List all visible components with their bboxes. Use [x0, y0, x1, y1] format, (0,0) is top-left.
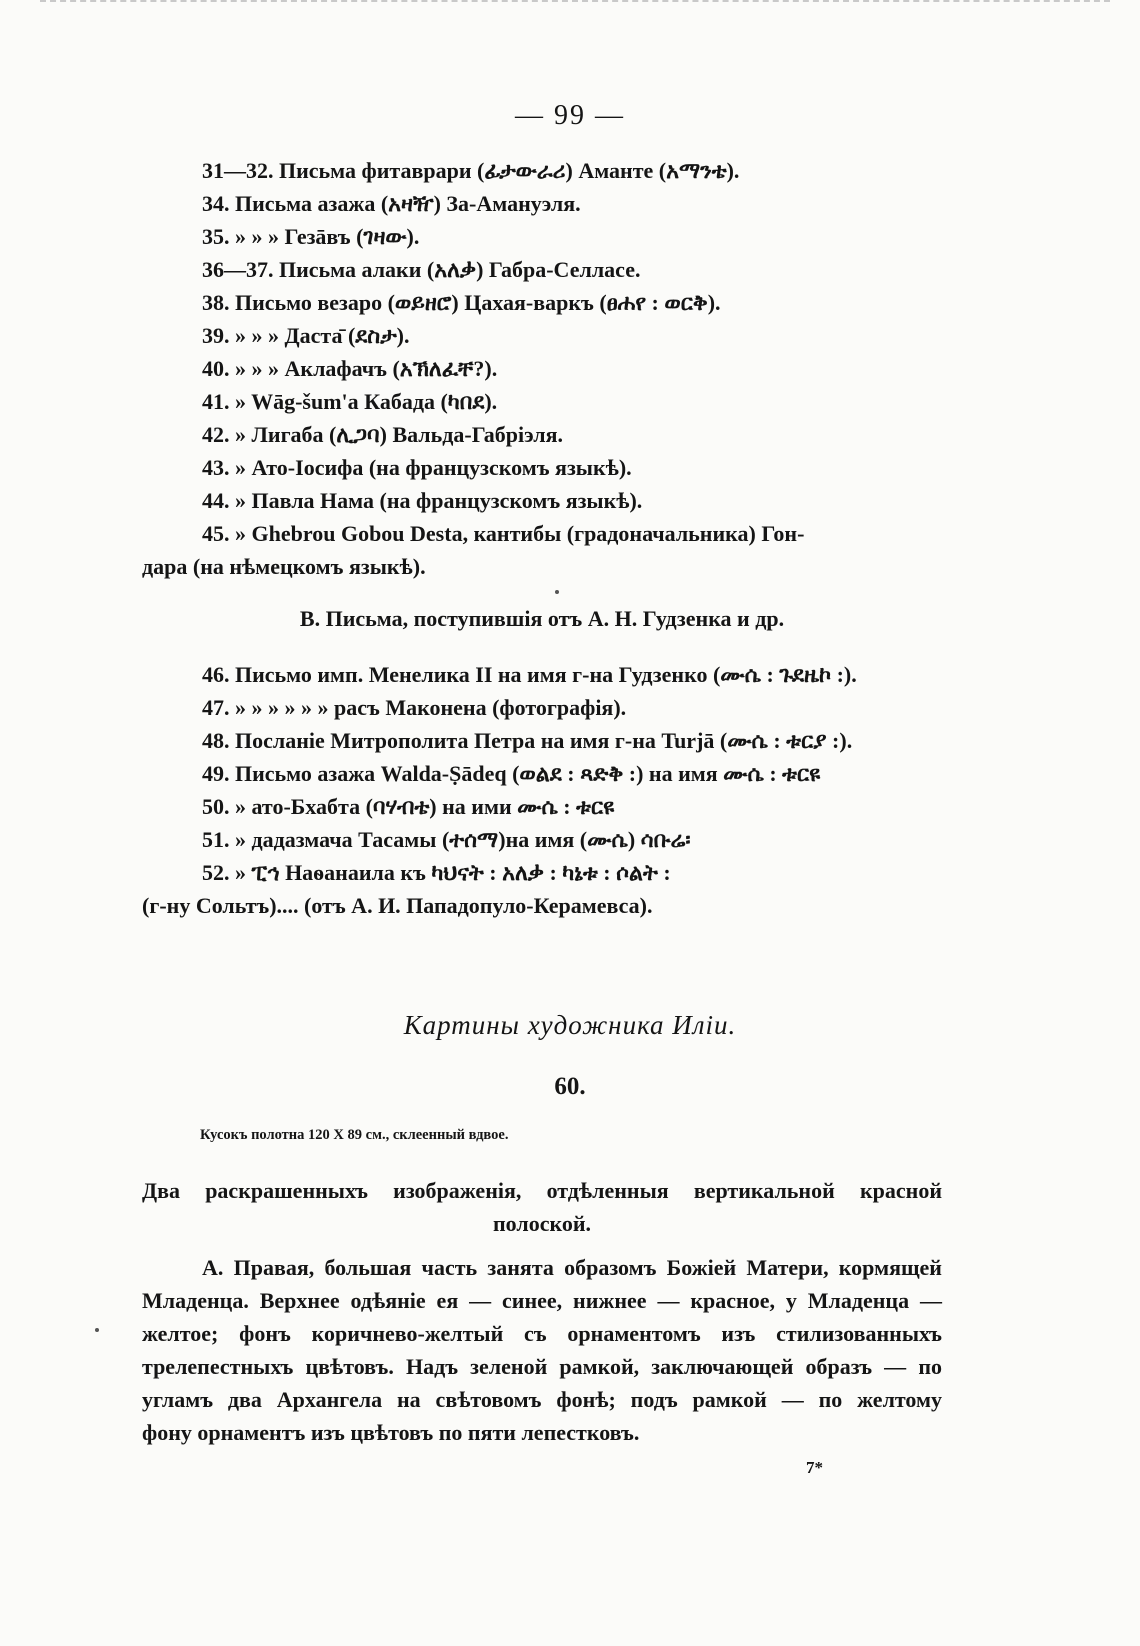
scan-speck — [95, 1328, 99, 1332]
list-item: 51. » дадазмача Тасамы (ተሰማ)на имя (ሙሴ) ሳቡሬ፡ — [202, 827, 691, 852]
list-item: 35. » » » Гезāвъ (ገዛው). — [202, 224, 420, 249]
paragraph-line: угламъ два Архангела на свѣтовомъ фонѣ; подъ рамкой — по желтому — [142, 1387, 942, 1412]
list-item: 44. » Павла Нама (на французскомъ языкѣ). — [202, 488, 643, 513]
list-item: 45. » Ghebrou Gobou Desta, кантибы (градоначальника) Гон- — [202, 521, 805, 546]
signature-mark: 7* — [806, 1458, 823, 1477]
list-item: 39. » » » Даста̄ (ደስታ). — [202, 323, 410, 348]
list-item-continuation: дара (на нѣмецкомъ языкѣ). — [142, 554, 426, 579]
list-item: 40. » » » Аклафачъ (አኽለፈቸ?). — [202, 356, 498, 381]
paragraph-line: фону орнаментъ изъ цвѣтовъ по пяти лепестковъ. — [142, 1420, 640, 1445]
subtitle-line: полоской. — [492, 1211, 592, 1236]
list-item-continuation: (г-ну Сольтъ).... (отъ А. И. Пападопуло-Керамевса). — [142, 893, 653, 918]
paragraph-line: Младенца. Верхнее одѣяніе ея — синее, нижнее — красное, у Младенца — — [142, 1288, 942, 1313]
list-item: 50. » ато-Бхабта (ባሃብቴ) на ими ሙሴ : ቱርዩ — [202, 794, 615, 819]
list-item: 42. » Лигаба (ሊጋባ) Вальда-Габріэля. — [202, 422, 564, 447]
list-item: 47. » » » » » » расъ Маконена (фотографія). — [202, 695, 627, 720]
list-item: 34. Письма азажа (አዛዥ) За-Амануэля. — [202, 191, 581, 216]
list-item: 31—32. Письма фитаврари (ፊታውራሪ) Аманте (አማንቴ). — [202, 158, 740, 183]
subtitle-line: Два раскрашенныхъ изображенія, отдѣленныя вертикальной красной — [142, 1178, 942, 1203]
list-item: 52. » ፒኅ Наѳанаила къ ካህናት : አለቃ : ካኔቱ : ሶልት : — [202, 860, 671, 885]
scan-speck — [555, 590, 559, 594]
section-b-title: В. Письма, поступившія отъ А. Н. Гудзенка и др. — [299, 606, 785, 631]
list-item: 48. Посланіе Митрополита Петра на имя г-на Turjā (ሙሴ : ቱርያ :). — [202, 728, 853, 753]
paintings-section-title: Картины художника Иліи. — [403, 1010, 737, 1040]
paragraph-line: желтое; фонъ коричнево-желтый съ орнаментомъ изъ стилизованныхъ — [142, 1321, 942, 1346]
list-item: 36—37. Письма алаки (አለቃ) Габра-Селласе. — [202, 257, 641, 282]
paragraph-line: трелепестныхъ цвѣтовъ. Надъ зеленой рамкой, заключающей образъ — по — [142, 1354, 942, 1379]
list-item: 43. » Ато-Іосифа (на французскомъ языкѣ). — [202, 455, 632, 480]
page-number: — 99 — — [515, 100, 625, 131]
list-item: 38. Письмо везаро (ወይዘሮ) Цахая-варкъ (ፀሐየ : ወርቅ). — [202, 290, 721, 315]
list-item: 49. Письмо азажа Walda-Ṣādeq (ወልደ : ጻድቅ :) на имя ሙሴ : ቱርዩ — [202, 761, 821, 786]
catalogue-item-number: 60. — [554, 1073, 586, 1100]
list-item: 41. » Wāg-šum'a Кабада (ካበደ). — [202, 389, 498, 414]
scan-top-edge — [40, 0, 1110, 2]
list-item: 46. Письмо имп. Менелика II на имя г-на Гудзенко (ሙሴ : ጉደዜኮ :). — [202, 662, 857, 687]
paragraph-line: А. Правая, большая часть занята образомъ Божіей Матери, кормящей — [202, 1255, 942, 1280]
dimensions-note: Кусокъ полотна 120 X 89 см., склеенный вдвое. — [200, 1127, 509, 1143]
